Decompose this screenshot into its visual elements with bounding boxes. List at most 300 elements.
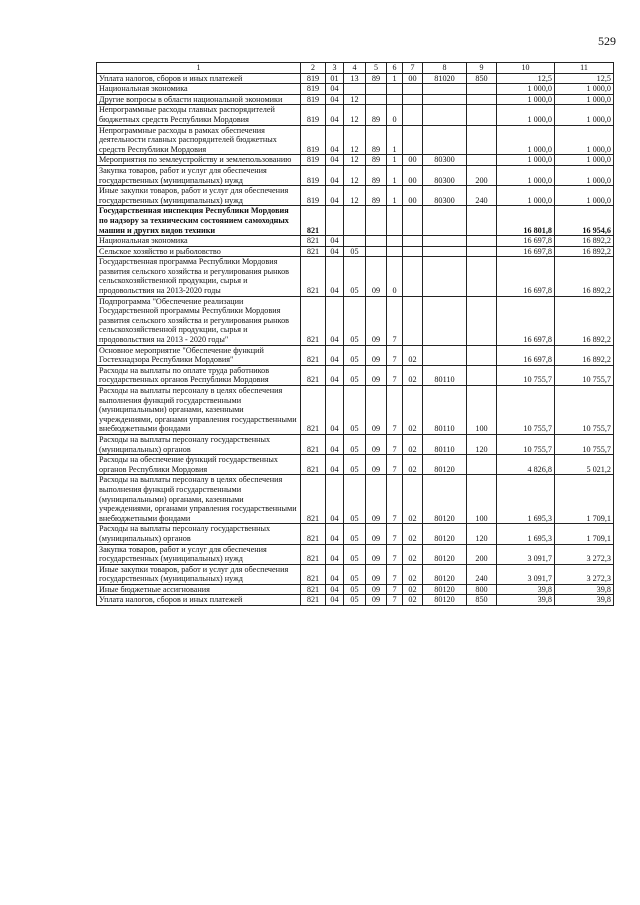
program-code: 09 (366, 296, 387, 345)
section-code: 04 (326, 236, 344, 247)
event-code: 00 (403, 155, 423, 166)
program-code: 89 (366, 155, 387, 166)
expense-type-code: 850 (467, 595, 497, 606)
section-code: 04 (326, 455, 344, 475)
program-code: 09 (366, 544, 387, 564)
section-code (326, 206, 344, 236)
event-code: 00 (403, 73, 423, 84)
subprogram-code: 7 (387, 524, 403, 544)
section-code: 04 (326, 584, 344, 595)
program-code: 89 (366, 105, 387, 125)
row-description: Непрограммные расходы главных распорядителей бюджетных средств Республики Мордовия (97, 105, 301, 125)
row-description: Государственная программа Республики Мордовия развития сельского хозяйства и регулирования рынков сельскохозяйственной продукции, сырья и продовольствия на 2013-2020 годы (97, 257, 301, 296)
section-code: 04 (326, 186, 344, 206)
row-description: Расходы на обеспечение функций государственных органов Республики Мордовия (97, 455, 301, 475)
amount-year-2: 16 892,2 (555, 246, 614, 257)
amount-year-1: 1 000,0 (497, 186, 555, 206)
amount-year-2: 10 755,7 (555, 434, 614, 454)
event-code: 02 (403, 524, 423, 544)
expense-type-code (467, 105, 497, 125)
amount-year-1: 16 697,8 (497, 257, 555, 296)
program-code: 09 (366, 524, 387, 544)
grbs-code: 821 (301, 345, 326, 365)
grbs-code: 819 (301, 155, 326, 166)
subprogram-code: 7 (387, 544, 403, 564)
expense-type-code: 850 (467, 73, 497, 84)
subsection-code: 12 (344, 105, 366, 125)
subprogram-code: 1 (387, 73, 403, 84)
direction-code: 80120 (423, 475, 467, 524)
grbs-code: 819 (301, 94, 326, 105)
amount-year-2: 1 000,0 (555, 165, 614, 185)
subprogram-code: 7 (387, 584, 403, 595)
table-row (97, 94, 614, 105)
row-description: Закупка товаров, работ и услуг для обеспечения государственных (муниципальных) нужд (97, 165, 301, 185)
event-code: 02 (403, 584, 423, 595)
subsection-code (344, 84, 366, 95)
subprogram-code: 7 (387, 345, 403, 365)
amount-year-1: 39,8 (497, 595, 555, 606)
row-description: Расходы на выплаты персоналу в целях обеспечения выполнения функций государственными (муниципальными) органами, казенными учреждениями, органами управления государственными внебюджетными фондами (97, 475, 301, 524)
subsection-code: 05 (344, 246, 366, 257)
table-row (97, 125, 614, 155)
grbs-code: 821 (301, 296, 326, 345)
subprogram-code: 7 (387, 475, 403, 524)
expense-type-code (467, 296, 497, 345)
amount-year-2: 39,8 (555, 584, 614, 595)
subsection-code: 05 (344, 544, 366, 564)
program-code: 09 (366, 564, 387, 584)
direction-code: 80120 (423, 584, 467, 595)
amount-year-1: 1 000,0 (497, 125, 555, 155)
grbs-code: 821 (301, 386, 326, 435)
subprogram-code: 7 (387, 434, 403, 454)
direction-code: 80120 (423, 564, 467, 584)
amount-year-1: 16 697,8 (497, 246, 555, 257)
section-code: 04 (326, 345, 344, 365)
row-description: Национальная экономика (97, 236, 301, 247)
program-code: 09 (366, 257, 387, 296)
row-description: Расходы на выплаты по оплате труда работников государственных органов Республики Мордовия (97, 365, 301, 385)
amount-year-2: 16 892,2 (555, 236, 614, 247)
subsection-code: 05 (344, 595, 366, 606)
program-code (366, 94, 387, 105)
subsection-code: 05 (344, 365, 366, 385)
table-row (97, 84, 614, 95)
subprogram-code: 7 (387, 595, 403, 606)
row-description: Иные закупки товаров, работ и услуг для обеспечения государственных (муниципальных) нужд (97, 186, 301, 206)
column-number-6: 6 (387, 63, 403, 74)
event-code (403, 246, 423, 257)
event-code: 02 (403, 564, 423, 584)
direction-code (423, 94, 467, 105)
subsection-code: 05 (344, 455, 366, 475)
program-code: 89 (366, 125, 387, 155)
program-code (366, 84, 387, 95)
program-code: 09 (366, 595, 387, 606)
table-row (97, 475, 614, 524)
amount-year-1: 16 697,8 (497, 296, 555, 345)
direction-code: 80110 (423, 434, 467, 454)
grbs-code: 819 (301, 84, 326, 95)
expense-type-code (467, 345, 497, 365)
row-description: Иные закупки товаров, работ и услуг для обеспечения государственных (муниципальных) нужд (97, 564, 301, 584)
program-code (366, 246, 387, 257)
section-code: 04 (326, 365, 344, 385)
table-row (97, 257, 614, 296)
amount-year-2: 1 000,0 (555, 125, 614, 155)
expense-type-code: 200 (467, 544, 497, 564)
subprogram-code (387, 236, 403, 247)
expense-type-code: 800 (467, 584, 497, 595)
column-number-3: 3 (326, 63, 344, 74)
expense-type-code: 100 (467, 386, 497, 435)
program-code: 09 (366, 365, 387, 385)
section-code: 04 (326, 94, 344, 105)
row-description: Мероприятия по землеустройству и землепользованию (97, 155, 301, 166)
grbs-code: 821 (301, 584, 326, 595)
row-description: Национальная экономика (97, 84, 301, 95)
event-code: 00 (403, 165, 423, 185)
subsection-code (344, 236, 366, 247)
direction-code (423, 345, 467, 365)
grbs-code: 821 (301, 236, 326, 247)
amount-year-2: 39,8 (555, 595, 614, 606)
expense-type-code (467, 125, 497, 155)
subprogram-code: 1 (387, 125, 403, 155)
section-code: 01 (326, 73, 344, 84)
section-code: 04 (326, 246, 344, 257)
amount-year-1: 1 695,3 (497, 524, 555, 544)
table-row (97, 584, 614, 595)
row-description: Расходы на выплаты персоналу государственных (муниципальных) органов (97, 524, 301, 544)
amount-year-2: 1 000,0 (555, 94, 614, 105)
row-description: Сельское хозяйство и рыболовство (97, 246, 301, 257)
section-code: 04 (326, 434, 344, 454)
direction-code: 80110 (423, 365, 467, 385)
grbs-code: 821 (301, 246, 326, 257)
program-code: 89 (366, 73, 387, 84)
grbs-code: 819 (301, 186, 326, 206)
column-number-row (97, 63, 614, 74)
section-code: 04 (326, 595, 344, 606)
direction-code: 81020 (423, 73, 467, 84)
subprogram-code: 0 (387, 105, 403, 125)
amount-year-2: 16 954,6 (555, 206, 614, 236)
table-row (97, 386, 614, 435)
amount-year-2: 16 892,2 (555, 296, 614, 345)
amount-year-2: 16 892,2 (555, 257, 614, 296)
subprogram-code: 7 (387, 564, 403, 584)
subprogram-code (387, 206, 403, 236)
program-code (366, 206, 387, 236)
event-code: 00 (403, 186, 423, 206)
program-code: 09 (366, 345, 387, 365)
direction-code (423, 246, 467, 257)
amount-year-2: 1 709,1 (555, 475, 614, 524)
amount-year-1: 4 826,8 (497, 455, 555, 475)
subsection-code: 05 (344, 296, 366, 345)
direction-code (423, 257, 467, 296)
table-row (97, 595, 614, 606)
expense-type-code (467, 206, 497, 236)
direction-code: 80110 (423, 386, 467, 435)
grbs-code: 821 (301, 544, 326, 564)
expense-type-code: 100 (467, 475, 497, 524)
table-row (97, 105, 614, 125)
event-code (403, 125, 423, 155)
expense-type-code: 240 (467, 564, 497, 584)
grbs-code: 821 (301, 595, 326, 606)
subprogram-code: 7 (387, 296, 403, 345)
program-code: 09 (366, 475, 387, 524)
amount-year-1: 1 000,0 (497, 155, 555, 166)
expense-type-code (467, 94, 497, 105)
grbs-code: 821 (301, 475, 326, 524)
grbs-code: 821 (301, 257, 326, 296)
section-code: 04 (326, 165, 344, 185)
direction-code (423, 296, 467, 345)
grbs-code: 819 (301, 73, 326, 84)
row-description: Расходы на выплаты персоналу в целях обеспечения выполнения функций государственными (муниципальными) органами, казенными учреждениями, органами управления государственными внебюджетными фондами (97, 386, 301, 435)
amount-year-2: 1 000,0 (555, 186, 614, 206)
direction-code: 80120 (423, 524, 467, 544)
amount-year-2: 16 892,2 (555, 345, 614, 365)
subsection-code: 05 (344, 434, 366, 454)
amount-year-1: 1 000,0 (497, 165, 555, 185)
expense-type-code (467, 84, 497, 95)
subsection-code: 12 (344, 165, 366, 185)
direction-code: 80300 (423, 165, 467, 185)
section-code: 04 (326, 544, 344, 564)
amount-year-1: 12,5 (497, 73, 555, 84)
event-code: 02 (403, 595, 423, 606)
program-code: 09 (366, 386, 387, 435)
row-description: Расходы на выплаты персоналу государственных (муниципальных) органов (97, 434, 301, 454)
subsection-code: 05 (344, 345, 366, 365)
column-number-9: 9 (467, 63, 497, 74)
expense-type-code: 120 (467, 434, 497, 454)
event-code (403, 94, 423, 105)
subsection-code: 13 (344, 73, 366, 84)
table-row (97, 246, 614, 257)
event-code (403, 296, 423, 345)
subsection-code: 12 (344, 94, 366, 105)
direction-code: 80300 (423, 186, 467, 206)
row-description: Непрограммные расходы в рамках обеспечения деятельности главных распорядителей бюджетных средств Республики Мордовия (97, 125, 301, 155)
expense-type-code (467, 257, 497, 296)
amount-year-2: 12,5 (555, 73, 614, 84)
column-number-4: 4 (344, 63, 366, 74)
table-row (97, 236, 614, 247)
table-row (97, 524, 614, 544)
budget-table (96, 62, 614, 606)
amount-year-1: 39,8 (497, 584, 555, 595)
grbs-code: 819 (301, 165, 326, 185)
subprogram-code: 1 (387, 155, 403, 166)
row-description: Основное мероприятие "Обеспечение функций Гостехнадзора Республики Мордовия" (97, 345, 301, 365)
amount-year-1: 1 000,0 (497, 84, 555, 95)
table-row (97, 365, 614, 385)
amount-year-1: 10 755,7 (497, 434, 555, 454)
event-code: 02 (403, 475, 423, 524)
table-row (97, 345, 614, 365)
column-number-1: 1 (97, 63, 301, 74)
amount-year-1: 1 000,0 (497, 94, 555, 105)
section-code: 04 (326, 84, 344, 95)
expense-type-code (467, 155, 497, 166)
direction-code: 80300 (423, 155, 467, 166)
section-code: 04 (326, 296, 344, 345)
subprogram-code: 1 (387, 186, 403, 206)
program-code: 09 (366, 434, 387, 454)
program-code: 89 (366, 165, 387, 185)
amount-year-1: 16 697,8 (497, 345, 555, 365)
subsection-code: 05 (344, 475, 366, 524)
subprogram-code (387, 94, 403, 105)
expense-type-code (467, 236, 497, 247)
row-description: Уплата налогов, сборов и иных платежей (97, 73, 301, 84)
amount-year-1: 16 697,8 (497, 236, 555, 247)
amount-year-1: 3 091,7 (497, 544, 555, 564)
section-code: 04 (326, 257, 344, 296)
grbs-code: 821 (301, 206, 326, 236)
row-description: Иные бюджетные ассигнования (97, 584, 301, 595)
table-row (97, 544, 614, 564)
section-code: 04 (326, 105, 344, 125)
section-code: 04 (326, 524, 344, 544)
table-row (97, 73, 614, 84)
column-number-5: 5 (366, 63, 387, 74)
subprogram-code: 7 (387, 386, 403, 435)
table-row (97, 155, 614, 166)
expense-type-code: 120 (467, 524, 497, 544)
event-code (403, 257, 423, 296)
expense-type-code (467, 365, 497, 385)
grbs-code: 819 (301, 105, 326, 125)
direction-code (423, 125, 467, 155)
section-code: 04 (326, 475, 344, 524)
subprogram-code (387, 246, 403, 257)
event-code (403, 206, 423, 236)
subsection-code: 05 (344, 584, 366, 595)
amount-year-2: 1 000,0 (555, 155, 614, 166)
row-description: Другие вопросы в области национальной экономики (97, 94, 301, 105)
subprogram-code: 1 (387, 165, 403, 185)
direction-code: 80120 (423, 544, 467, 564)
amount-year-2: 1 000,0 (555, 105, 614, 125)
amount-year-2: 10 755,7 (555, 365, 614, 385)
direction-code (423, 206, 467, 236)
amount-year-2: 5 021,2 (555, 455, 614, 475)
amount-year-1: 1 695,3 (497, 475, 555, 524)
subprogram-code: 0 (387, 257, 403, 296)
direction-code: 80120 (423, 455, 467, 475)
table-row (97, 455, 614, 475)
subsection-code: 05 (344, 257, 366, 296)
expense-type-code (467, 246, 497, 257)
event-code: 02 (403, 455, 423, 475)
subsection-code: 05 (344, 524, 366, 544)
table-row (97, 434, 614, 454)
grbs-code: 821 (301, 434, 326, 454)
row-description: Подпрограмма "Обеспечение реализации Государственной программы Республики Мордовия развития сельского хозяйства и регулирования рынков сельскохозяйственной продукции, сырья и продовольствия на 2013 - 2020 годы" (97, 296, 301, 345)
amount-year-1: 1 000,0 (497, 105, 555, 125)
amount-year-1: 10 755,7 (497, 386, 555, 435)
event-code: 02 (403, 386, 423, 435)
subsection-code: 12 (344, 155, 366, 166)
table-row (97, 564, 614, 584)
amount-year-2: 3 272,3 (555, 544, 614, 564)
event-code: 02 (403, 345, 423, 365)
row-description: Закупка товаров, работ и услуг для обеспечения государственных (муниципальных) нужд (97, 544, 301, 564)
subsection-code: 12 (344, 186, 366, 206)
amount-year-2: 1 709,1 (555, 524, 614, 544)
column-number-7: 7 (403, 63, 423, 74)
event-code: 02 (403, 544, 423, 564)
direction-code (423, 84, 467, 95)
amount-year-1: 3 091,7 (497, 564, 555, 584)
column-number-2: 2 (301, 63, 326, 74)
amount-year-1: 16 801,8 (497, 206, 555, 236)
section-code: 04 (326, 564, 344, 584)
subsection-code: 05 (344, 386, 366, 435)
column-number-11: 11 (555, 63, 614, 74)
subprogram-code: 7 (387, 455, 403, 475)
grbs-code: 819 (301, 125, 326, 155)
direction-code (423, 236, 467, 247)
table-row (97, 186, 614, 206)
direction-code: 80120 (423, 595, 467, 606)
event-code: 02 (403, 434, 423, 454)
subprogram-code: 7 (387, 365, 403, 385)
grbs-code: 821 (301, 524, 326, 544)
table-row (97, 206, 614, 236)
event-code (403, 236, 423, 247)
section-code: 04 (326, 386, 344, 435)
event-code: 02 (403, 365, 423, 385)
expense-type-code: 240 (467, 186, 497, 206)
column-number-10: 10 (497, 63, 555, 74)
event-code (403, 84, 423, 95)
amount-year-2: 3 272,3 (555, 564, 614, 584)
table-row (97, 165, 614, 185)
amount-year-1: 10 755,7 (497, 365, 555, 385)
program-code (366, 236, 387, 247)
grbs-code: 821 (301, 564, 326, 584)
program-code: 09 (366, 455, 387, 475)
amount-year-2: 1 000,0 (555, 84, 614, 95)
section-code: 04 (326, 155, 344, 166)
section-code: 04 (326, 125, 344, 155)
program-code: 89 (366, 186, 387, 206)
direction-code (423, 105, 467, 125)
grbs-code: 821 (301, 455, 326, 475)
expense-type-code: 200 (467, 165, 497, 185)
event-code (403, 105, 423, 125)
table-row (97, 296, 614, 345)
row-description: Уплата налогов, сборов и иных платежей (97, 595, 301, 606)
row-description: Государственная инспекция Республики Мордовия по надзору за техническим состоянием самоходных машин и других видов техники (97, 206, 301, 236)
subprogram-code (387, 84, 403, 95)
expense-type-code (467, 455, 497, 475)
program-code: 09 (366, 584, 387, 595)
subsection-code: 12 (344, 125, 366, 155)
amount-year-2: 10 755,7 (555, 386, 614, 435)
column-number-8: 8 (423, 63, 467, 74)
page-number: 529 (598, 34, 616, 48)
grbs-code: 821 (301, 365, 326, 385)
